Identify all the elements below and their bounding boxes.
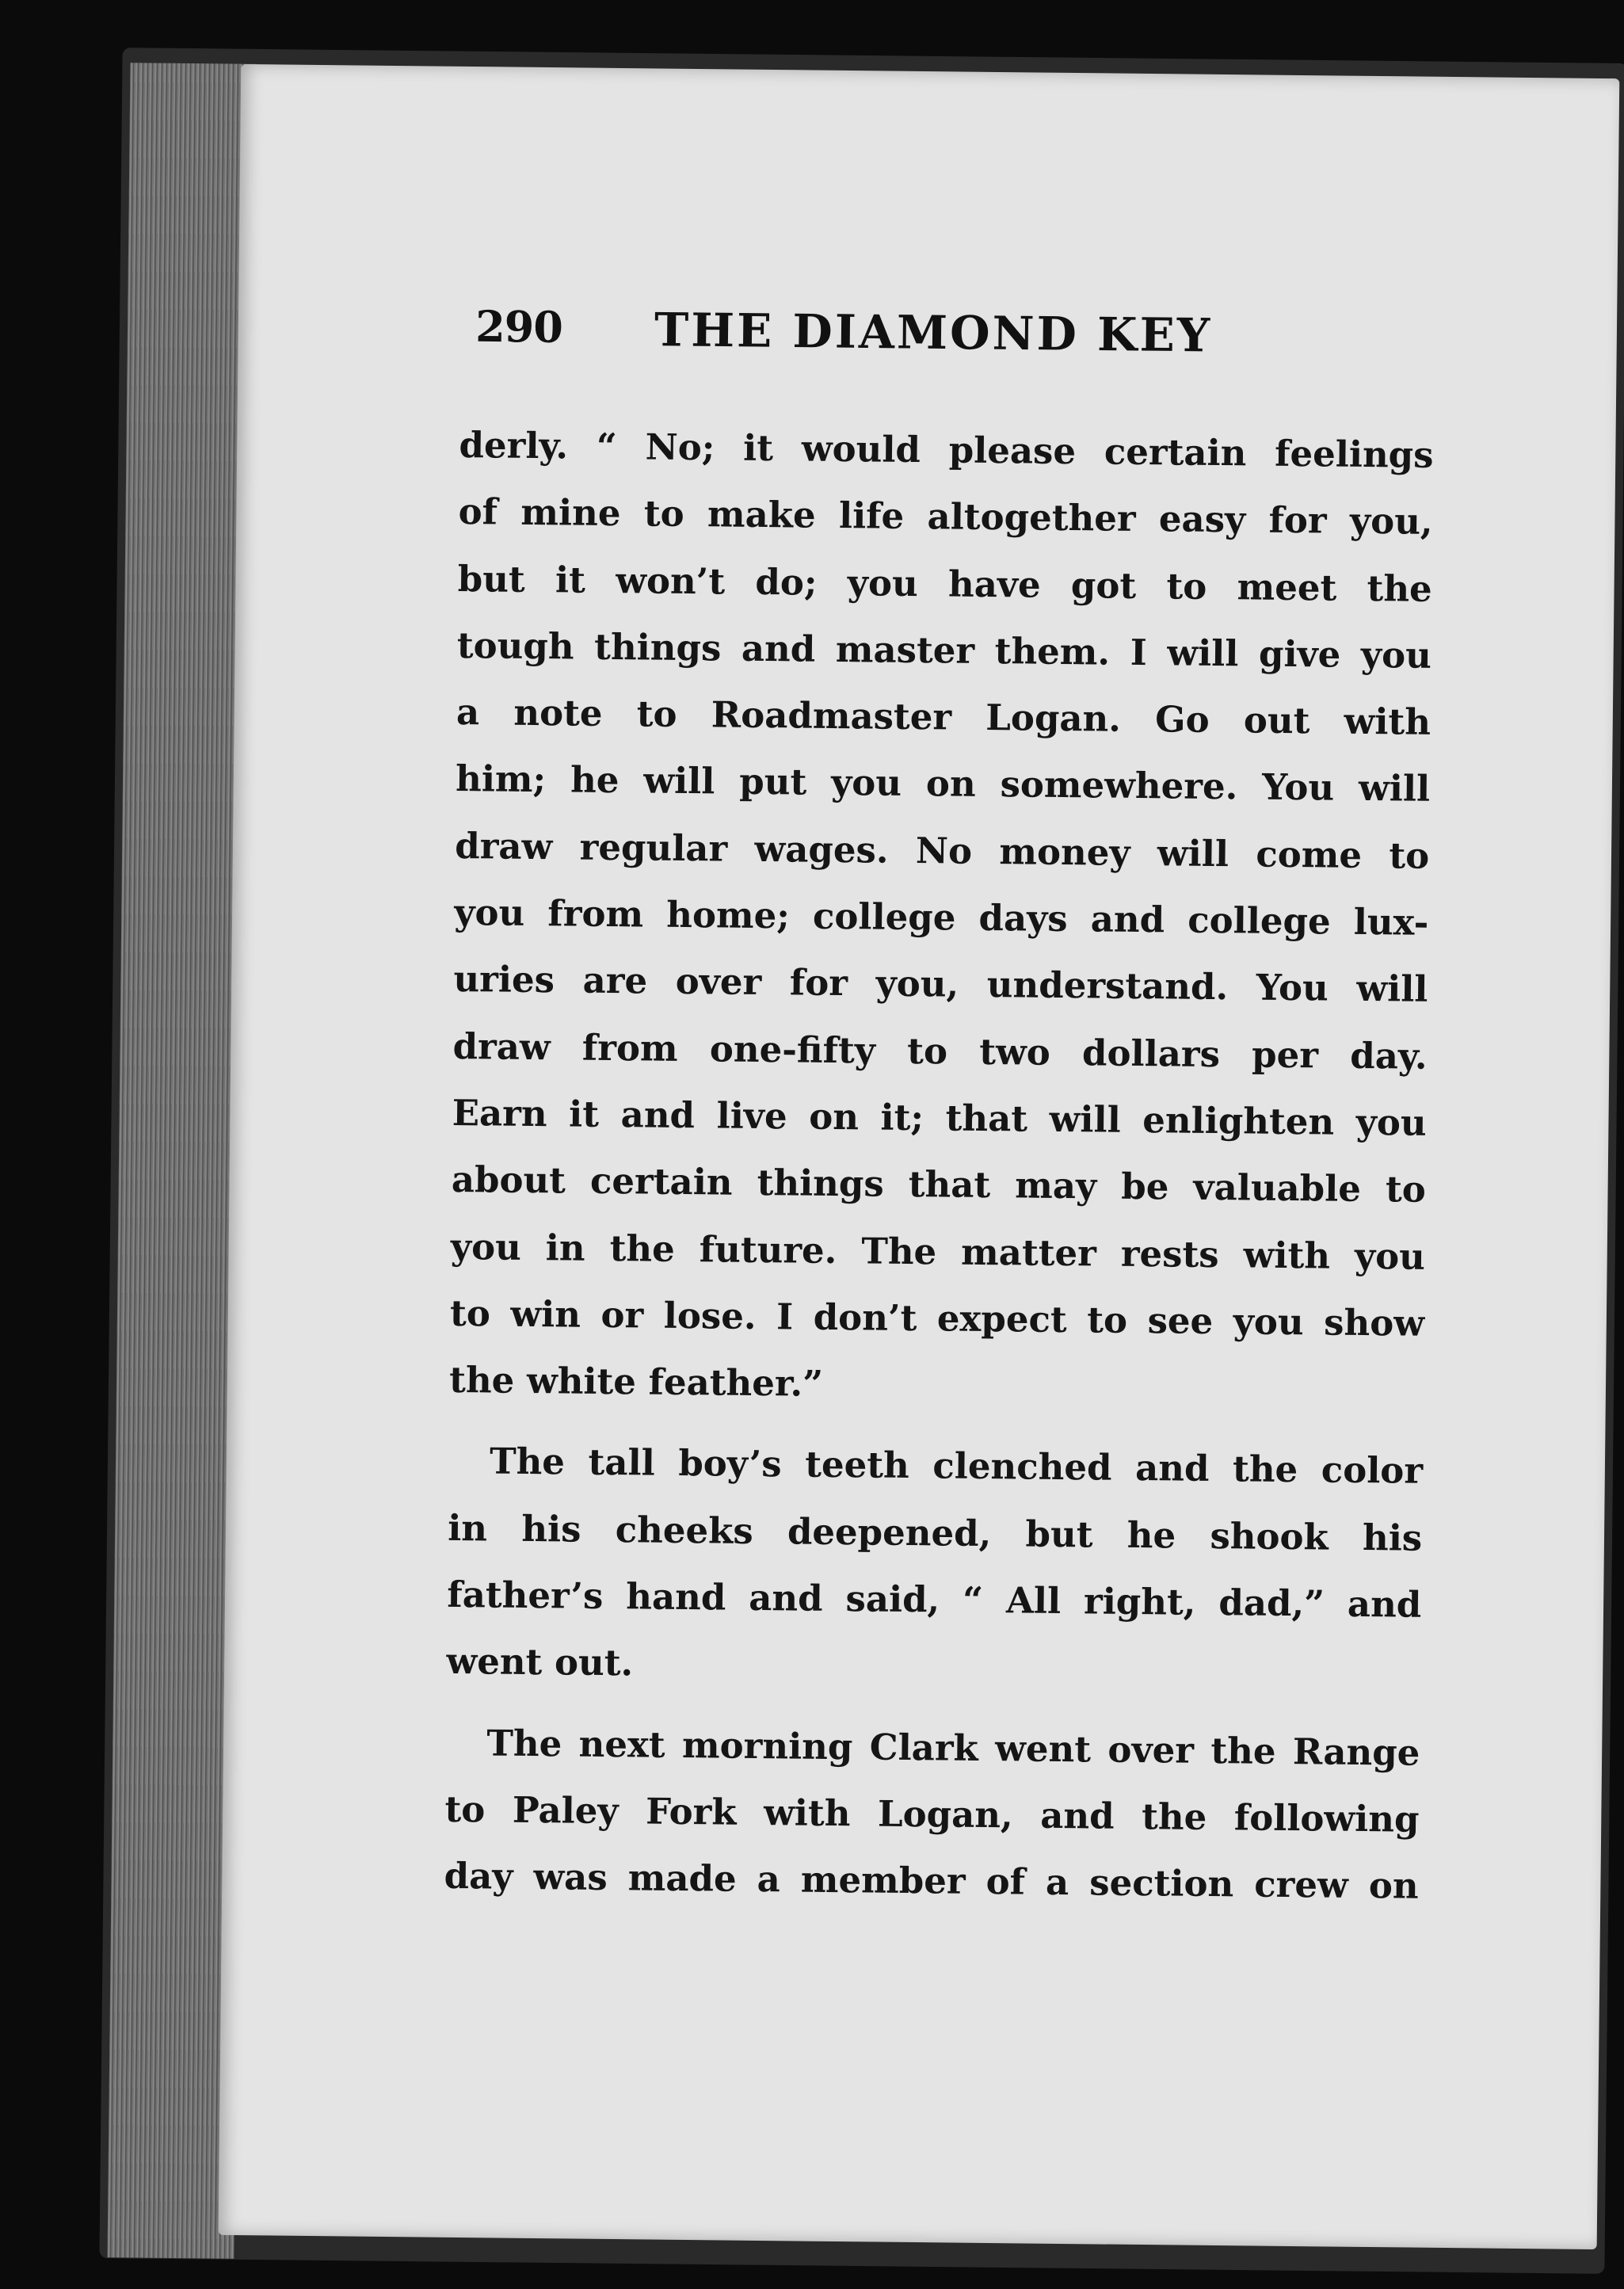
- text-line: of mine to make life altogether easy for you,: [458, 490, 1433, 544]
- text-line: tough things and master them. I will give you: [456, 624, 1432, 677]
- text-line: draw regular wages. No money will come to: [454, 824, 1430, 877]
- text-line: day was made a member of a section crew on: [444, 1855, 1419, 1908]
- page-header: [475, 301, 1268, 380]
- text-line: the white feather.”: [448, 1359, 824, 1406]
- body-text: [444, 412, 1434, 1920]
- text-line: went out.: [446, 1640, 634, 1684]
- text-line: to win or lose. I don’t expect to see you show: [449, 1291, 1425, 1345]
- text-line: him; he will put you on somewhere. You will: [455, 757, 1431, 811]
- text-line: draw from one-fifty to two dollars per day.: [452, 1024, 1428, 1078]
- text-line: Earn it and live on it; that will enlighten you: [452, 1091, 1427, 1144]
- text-line: you in the future. The matter rests with you: [450, 1225, 1426, 1278]
- running-title: THE DIAMOND KEY: [654, 303, 1213, 363]
- text-line: you from home; college days and college lux-: [454, 891, 1429, 944]
- text-line: a note to Roadmaster Logan. Go out with: [456, 691, 1431, 744]
- text-line: but it won’t do; you have got to meet the: [457, 557, 1433, 610]
- text-line: derly. “ No; it would please certain feelings: [459, 423, 1434, 476]
- text-line: father’s hand and said, “ All right, dad,” and: [447, 1573, 1422, 1626]
- text-line: about certain things that may be valuable to: [451, 1158, 1427, 1211]
- text-line: in his cheeks deepened, but he shook his: [447, 1506, 1423, 1559]
- text-line: uries are over for you, understand. You will: [453, 958, 1428, 1011]
- text-line: The tall boy’s teeth clenched and the color: [489, 1440, 1424, 1493]
- text-line: to Paley Fork with Logan, and the following: [444, 1787, 1420, 1841]
- page-number: 290: [475, 300, 563, 353]
- text-line: The next morning Clark went over the Range: [486, 1722, 1420, 1774]
